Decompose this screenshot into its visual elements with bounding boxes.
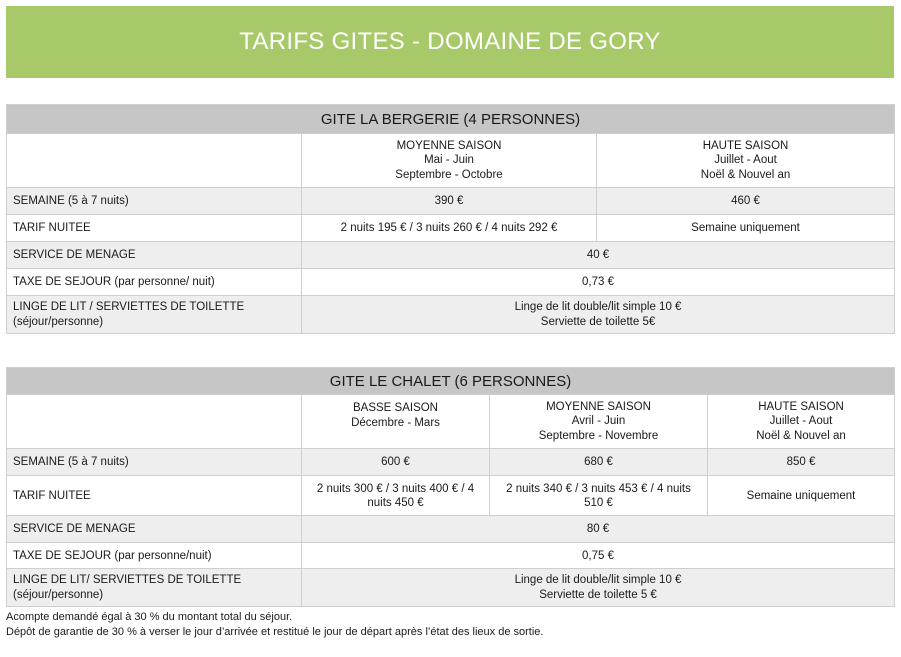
price-cell: 40 €: [302, 242, 895, 269]
season-header-moyenne: [490, 395, 708, 449]
price-cell: 390 €: [302, 188, 597, 215]
price-cell: Semaine uniquement: [708, 476, 895, 516]
row-menage: [7, 242, 895, 269]
row-linge: [7, 296, 895, 334]
row-label: SERVICE DE MENAGE: [7, 516, 302, 543]
bergerie-title: GITE LA BERGERIE (4 PERSONNES): [7, 105, 895, 134]
price-cell: 2 nuits 195 € / 3 nuits 260 € / 4 nuits 292 €: [302, 215, 597, 242]
price-cell: 80 €: [302, 516, 895, 543]
season-name: HAUTE SAISON: [758, 400, 844, 413]
row-linge: [7, 569, 895, 607]
season-period: Décembre - Mars: [351, 416, 440, 429]
row-label-line: (séjour/personne): [13, 315, 104, 328]
price-line: Serviette de toilette 5€: [540, 315, 656, 328]
price-cell: 850 €: [708, 449, 895, 476]
season-period: Mai - Juin: [424, 154, 474, 167]
empty-header-cell: [7, 395, 302, 449]
price-cell: 600 €: [302, 449, 490, 476]
page-title-banner: [6, 6, 894, 78]
row-semaine: [7, 188, 895, 215]
row-label-line: LINGE DE LIT/ SERVIETTES DE TOILETTE: [13, 574, 242, 586]
row-nuitee: [7, 476, 895, 516]
season-period: Noël & Nouvel an: [756, 429, 846, 442]
season-header-haute: [597, 134, 895, 188]
price-cell: 680 €: [490, 449, 708, 476]
season-header-basse: [302, 395, 490, 449]
chalet-title: GITE LE CHALET (6 PERSONNES): [7, 368, 895, 395]
row-label-line: LINGE DE LIT / SERVIETTES DE TOILETTE: [13, 301, 245, 313]
row-label: TARIF NUITEE: [7, 215, 302, 242]
price-cell: 0,73 €: [302, 269, 895, 296]
page-title: TARIFS GITES - DOMAINE DE GORY: [239, 28, 661, 55]
price-cell: 2 nuits 340 € / 3 nuits 453 € / 4 nuits 510 €: [490, 476, 708, 516]
row-label: TARIF NUITEE: [7, 476, 302, 516]
row-semaine: [7, 449, 895, 476]
row-label: SEMAINE (5 à 7 nuits): [7, 449, 302, 476]
price-cell: 0,75 €: [302, 543, 895, 569]
price-cell: 460 €: [597, 188, 895, 215]
note-acompte: Acompte demandé égal à 30 % du montant total du séjour.: [6, 611, 293, 623]
season-period: Septembre - Novembre: [538, 429, 659, 442]
row-label: TAXE DE SEJOUR (par personne/nuit): [7, 543, 302, 569]
price-cell: Semaine uniquement: [597, 215, 895, 242]
row-nuitee: [7, 215, 895, 242]
season-name: BASSE SAISON: [352, 402, 438, 414]
price-cell: [302, 296, 895, 334]
row-label: TAXE DE SEJOUR (par personne/ nuit): [7, 269, 302, 296]
row-menage: [7, 516, 895, 543]
row-label-line: (séjour/personne): [13, 588, 104, 601]
season-period: Avril - Juin: [571, 415, 626, 428]
chalet-table: [6, 367, 895, 607]
season-period: Septembre - Octobre: [395, 168, 503, 181]
season-period: Juillet - Aout: [714, 154, 777, 167]
row-taxe: [7, 269, 895, 296]
price-line: Linge de lit double/lit simple 10 €: [514, 301, 682, 313]
season-header-haute: [708, 395, 895, 449]
note-depot: Dépôt de garantie de 30 % à verser le jour d’arrivée et restitué le jour de départ après l’état des lieux de sortie.: [6, 626, 544, 638]
season-name: MOYENNE SAISON: [546, 400, 651, 413]
empty-header-cell: [7, 134, 302, 188]
price-line: Linge de lit double/lit simple 10 €: [514, 574, 682, 586]
season-name: HAUTE SAISON: [702, 139, 789, 152]
row-label: SEMAINE (5 à 7 nuits): [7, 188, 302, 215]
season-header-moyenne: [302, 134, 597, 188]
season-period: Juillet - Aout: [769, 415, 833, 428]
row-label: SERVICE DE MENAGE: [7, 242, 302, 269]
row-label: [7, 296, 302, 334]
season-name: MOYENNE SAISON: [396, 139, 502, 152]
price-cell: [302, 569, 895, 607]
price-cell: 2 nuits 300 € / 3 nuits 400 € / 4 nuits 450 €: [302, 476, 490, 516]
row-label: [7, 569, 302, 607]
footnotes: [6, 610, 543, 640]
row-taxe: [7, 543, 895, 569]
price-line: Serviette de toilette 5 €: [539, 588, 657, 601]
season-period: Noël & Nouvel an: [700, 168, 791, 181]
bergerie-table: [6, 104, 895, 334]
